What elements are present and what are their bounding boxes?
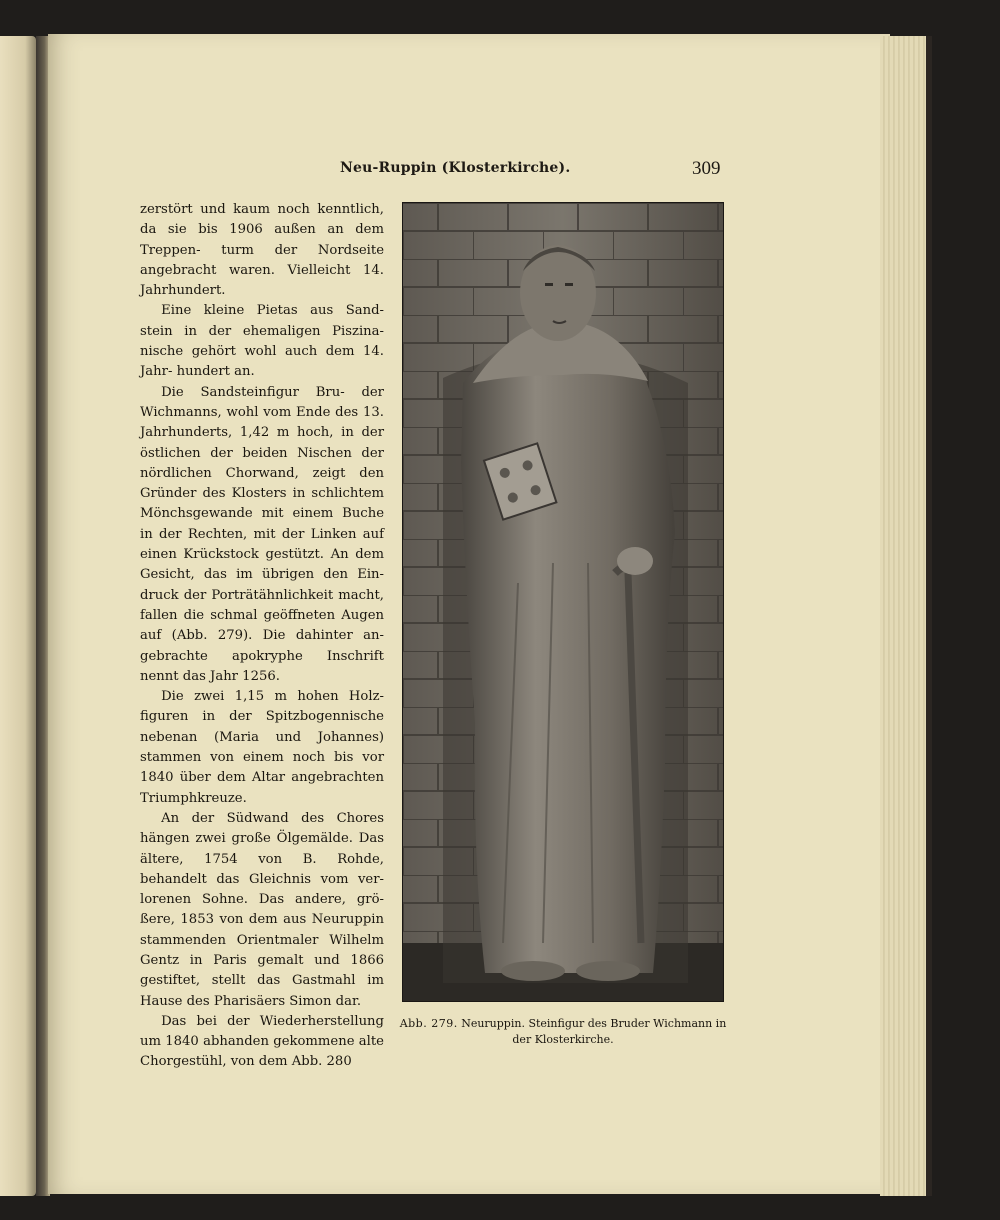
figure-caption-text: Neuruppin. Steinfigur des Bruder Wichmann in der Klosterkirche.	[461, 1017, 727, 1046]
figure-caption	[398, 1016, 728, 1048]
paragraph: Eine kleine Pietas aus Sand- stein in der ehemaligen Piszina- nische gehört wohl auch dem 14. Jahr- hundert an.	[140, 303, 384, 380]
paragraph: An der Südwand des Chores hängen zwei große Ölgemälde. Das ältere, 1754 von B. Rohde, behandelt das Gleichnis vom ver- lorenen Sohne. Das andere, grö- ßere, 1853 von dem aus Neuruppin stammenden Orientmaler Wilhelm Gentz in Paris gemalt und 1866 gestiftet, stellt das Gastmahl im Hause des Pharisäers Simon dar.	[140, 810, 384, 1009]
body-text-column	[140, 200, 384, 1073]
facing-page-edge	[0, 36, 36, 1196]
figure-photograph	[402, 202, 724, 1002]
page-block-edges	[880, 36, 932, 1196]
paragraph: Das bei der Wiederherstellung um 1840 abhanden gekommene alte Chorgestühl, von dem Abb. 280	[140, 1013, 384, 1070]
running-title: Neu-Ruppin (Klosterkirche).	[340, 160, 571, 176]
paragraph: Die zwei 1,15 m hohen Holz- figuren in der Spitzbogennische nebenan (Maria und Johannes) stammen von einem noch bis vor 1840 über dem Altar angebrachten Triumphkreuze.	[140, 689, 384, 806]
page-number: 309	[692, 158, 721, 179]
statue-photo	[403, 203, 723, 1001]
paragraph: Die Sandsteinfigur Bru- der Wichmanns, wohl vom Ende des 13. Jahrhunderts, 1,42 m hoch, in der östlichen der beiden Nischen der nördlichen Chorwand, zeigt den Gründer des Klosters in schlichtem Mönchsgewande mit einem Buche in der Rechten, mit der Linken auf einen Krückstock gestützt. An dem Gesicht, das im übrigen den Ein- druck der Porträtähnlichkeit macht, fallen die schmal geöffneten Augen auf (Abb. 279). Die dahinter an- gebrachte apokryphe Inschrift nennt das Jahr 1256.	[140, 384, 384, 684]
paragraph: zerstört und kaum noch kenntlich, da sie bis 1906 außen an dem Treppen- turm der Nordseite angebracht waren. Vielleicht 14. Jahrhundert.	[140, 202, 384, 299]
figure-number: Abb. 279.	[399, 1017, 458, 1030]
